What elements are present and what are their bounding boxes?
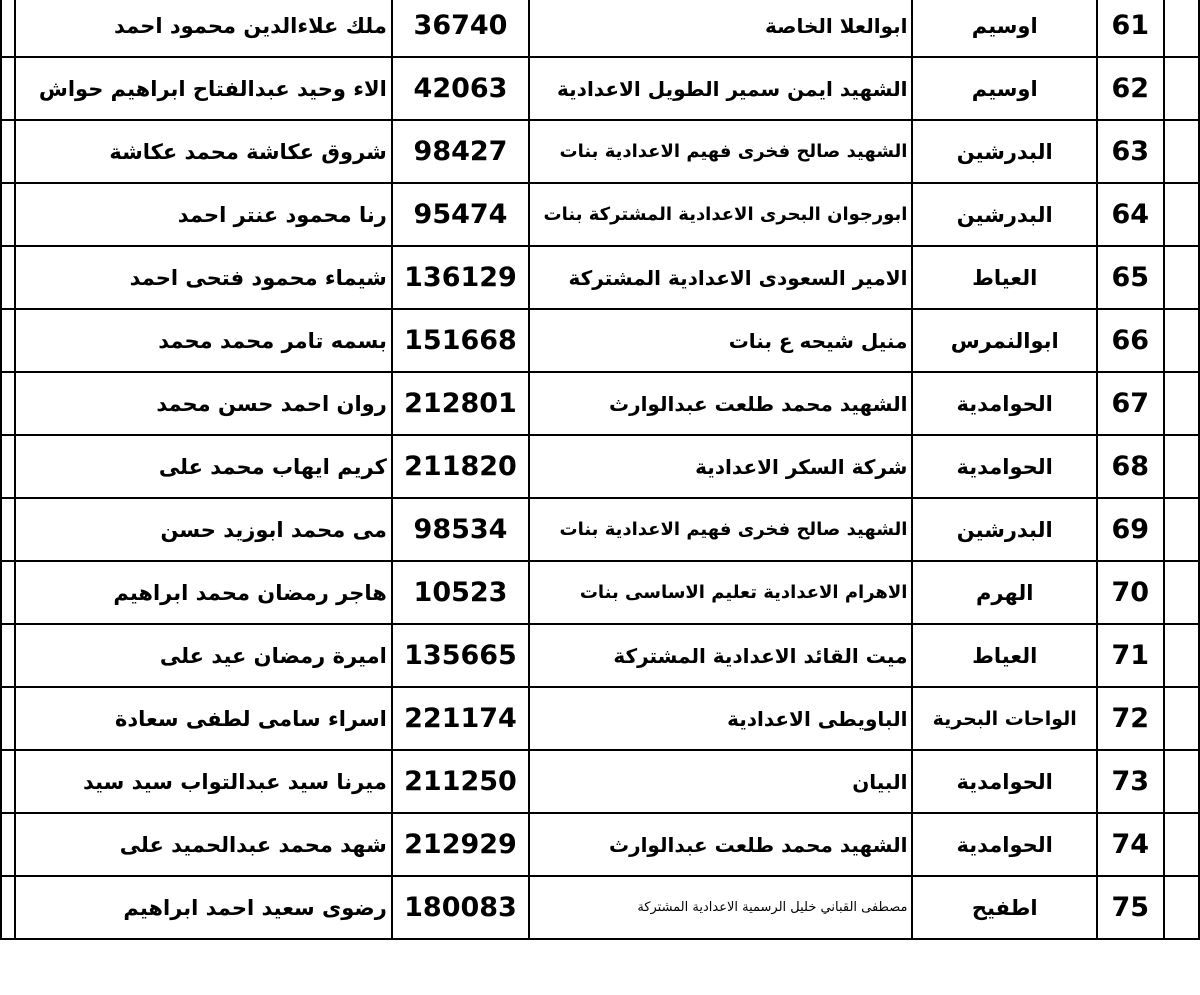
seat-number-cell[interactable]: 95474	[392, 183, 529, 246]
row-tail-cell[interactable]	[1164, 183, 1199, 246]
row-number-cell[interactable]: 72	[1097, 687, 1164, 750]
table-row	[1, 183, 1199, 246]
row-edge-cell[interactable]	[1, 624, 15, 687]
school-name-cell[interactable]: الاهرام الاعدادية تعليم الاساسى بنات	[529, 561, 912, 624]
row-edge-cell[interactable]	[1, 120, 15, 183]
region-cell[interactable]: البدرشين	[912, 183, 1097, 246]
row-number-cell[interactable]: 74	[1097, 813, 1164, 876]
seat-number-cell[interactable]: 221174	[392, 687, 529, 750]
school-name-cell[interactable]: منيل شيحه ع بنات	[529, 309, 912, 372]
student-name-cell[interactable]: هاجر رمضان محمد ابراهيم	[15, 561, 392, 624]
row-edge-cell[interactable]	[1, 183, 15, 246]
region-cell[interactable]: الهرم	[912, 561, 1097, 624]
seat-number-cell[interactable]: 10523	[392, 561, 529, 624]
region-cell[interactable]: الحوامدية	[912, 750, 1097, 813]
region-cell[interactable]: الواحات البحرية	[912, 687, 1097, 750]
table-row	[1, 750, 1199, 813]
student-name-cell[interactable]: رضوى سعيد احمد ابراهيم	[15, 876, 392, 939]
region-cell[interactable]: البدرشين	[912, 498, 1097, 561]
school-name-cell[interactable]: ابوالعلا الخاصة	[529, 0, 912, 57]
table-row	[1, 435, 1199, 498]
school-name-cell[interactable]: الشهيد صالح فخرى فهيم الاعدادية بنات	[529, 498, 912, 561]
table-row	[1, 246, 1199, 309]
seat-number-cell[interactable]: 212929	[392, 813, 529, 876]
row-tail-cell[interactable]	[1164, 624, 1199, 687]
row-number-cell[interactable]: 64	[1097, 183, 1164, 246]
row-tail-cell[interactable]	[1164, 309, 1199, 372]
row-number-cell[interactable]: 63	[1097, 120, 1164, 183]
table-row	[1, 561, 1199, 624]
school-name-cell[interactable]: الشهيد صالح فخرى فهيم الاعدادية بنات	[529, 120, 912, 183]
row-tail-cell[interactable]	[1164, 687, 1199, 750]
row-edge-cell[interactable]	[1, 687, 15, 750]
row-number-cell[interactable]: 67	[1097, 372, 1164, 435]
seat-number-cell[interactable]: 36740	[392, 0, 529, 57]
school-name-cell[interactable]: الشهيد محمد طلعت عبدالوارث	[529, 372, 912, 435]
row-tail-cell[interactable]	[1164, 0, 1199, 57]
row-number-cell[interactable]: 65	[1097, 246, 1164, 309]
seat-number-cell[interactable]: 211250	[392, 750, 529, 813]
table-row	[1, 0, 1199, 57]
row-tail-cell[interactable]	[1164, 750, 1199, 813]
school-name-cell[interactable]: الباويطى الاعدادية	[529, 687, 912, 750]
row-edge-cell[interactable]	[1, 246, 15, 309]
region-cell[interactable]: ابوالنمرس	[912, 309, 1097, 372]
seat-number-cell[interactable]: 180083	[392, 876, 529, 939]
region-cell[interactable]: اوسيم	[912, 57, 1097, 120]
region-cell[interactable]: البدرشين	[912, 120, 1097, 183]
student-name-cell[interactable]: رنا محمود عنتر احمد	[15, 183, 392, 246]
seat-number-cell[interactable]: 135665	[392, 624, 529, 687]
table-body	[1, 0, 1199, 939]
row-tail-cell[interactable]	[1164, 120, 1199, 183]
row-tail-cell[interactable]	[1164, 876, 1199, 939]
row-edge-cell[interactable]	[1, 750, 15, 813]
student-name-cell[interactable]: ميرنا سيد عبدالتواب سيد سيد	[15, 750, 392, 813]
row-edge-cell[interactable]	[1, 561, 15, 624]
school-name-cell[interactable]: ميت القائد الاعدادية المشتركة	[529, 624, 912, 687]
row-number-cell[interactable]: 61	[1097, 0, 1164, 57]
school-name-cell[interactable]: الشهيد ايمن سمير الطويل الاعدادية	[529, 57, 912, 120]
row-tail-cell[interactable]	[1164, 561, 1199, 624]
school-name-cell[interactable]: مصطفى القباني خليل الرسمية الاعدادية المشتركة	[529, 876, 912, 939]
region-cell[interactable]: العياط	[912, 624, 1097, 687]
seat-number-cell[interactable]: 42063	[392, 57, 529, 120]
student-name-cell[interactable]: اسراء سامى لطفى سعادة	[15, 687, 392, 750]
row-edge-cell[interactable]	[1, 309, 15, 372]
school-name-cell[interactable]: شركة السكر الاعدادية	[529, 435, 912, 498]
region-cell[interactable]: العياط	[912, 246, 1097, 309]
student-name-cell[interactable]: كريم ايهاب محمد على	[15, 435, 392, 498]
row-number-cell[interactable]: 62	[1097, 57, 1164, 120]
student-name-cell[interactable]: شيماء محمود فتحى احمد	[15, 246, 392, 309]
row-tail-cell[interactable]	[1164, 372, 1199, 435]
row-number-cell[interactable]: 73	[1097, 750, 1164, 813]
region-cell[interactable]: اطفيح	[912, 876, 1097, 939]
row-edge-cell[interactable]	[1, 813, 15, 876]
row-number-cell[interactable]: 68	[1097, 435, 1164, 498]
row-number-cell[interactable]: 75	[1097, 876, 1164, 939]
seat-number-cell[interactable]: 151668	[392, 309, 529, 372]
table-row	[1, 624, 1199, 687]
row-edge-cell[interactable]	[1, 0, 15, 57]
row-tail-cell[interactable]	[1164, 813, 1199, 876]
seat-number-cell[interactable]: 136129	[392, 246, 529, 309]
student-name-cell[interactable]: الاء وحيد عبدالفتاح ابراهيم حواش	[15, 57, 392, 120]
seat-number-cell[interactable]: 98427	[392, 120, 529, 183]
table-row	[1, 309, 1199, 372]
row-edge-cell[interactable]	[1, 435, 15, 498]
region-cell[interactable]: الحوامدية	[912, 813, 1097, 876]
region-cell[interactable]: الحوامدية	[912, 372, 1097, 435]
region-cell[interactable]: الحوامدية	[912, 435, 1097, 498]
school-name-cell[interactable]: الامير السعودى الاعدادية المشتركة	[529, 246, 912, 309]
seat-number-cell[interactable]: 212801	[392, 372, 529, 435]
student-name-cell[interactable]: بسمه تامر محمد محمد	[15, 309, 392, 372]
table-row	[1, 687, 1199, 750]
seat-number-cell[interactable]: 98534	[392, 498, 529, 561]
seat-number-cell[interactable]: 211820	[392, 435, 529, 498]
student-name-cell[interactable]: اميرة رمضان عيد على	[15, 624, 392, 687]
row-tail-cell[interactable]	[1164, 498, 1199, 561]
table-row	[1, 876, 1199, 939]
student-name-cell[interactable]: شهد محمد عبدالحميد على	[15, 813, 392, 876]
region-cell[interactable]: اوسيم	[912, 0, 1097, 57]
student-name-cell[interactable]: ملك علاءالدين محمود احمد	[15, 0, 392, 57]
row-tail-cell[interactable]	[1164, 246, 1199, 309]
table-row	[1, 120, 1199, 183]
row-edge-cell[interactable]	[1, 57, 15, 120]
row-tail-cell[interactable]	[1164, 435, 1199, 498]
school-name-cell[interactable]: ابورجوان البحرى الاعدادية المشتركة بنات	[529, 183, 912, 246]
table-row	[1, 813, 1199, 876]
row-edge-cell[interactable]	[1, 372, 15, 435]
row-number-cell[interactable]: 69	[1097, 498, 1164, 561]
table-row	[1, 498, 1199, 561]
row-edge-cell[interactable]	[1, 498, 15, 561]
row-number-cell[interactable]: 70	[1097, 561, 1164, 624]
table-row	[1, 372, 1199, 435]
student-name-cell[interactable]: شروق عكاشة محمد عكاشة	[15, 120, 392, 183]
row-tail-cell[interactable]	[1164, 57, 1199, 120]
row-edge-cell[interactable]	[1, 876, 15, 939]
student-name-cell[interactable]: روان احمد حسن محمد	[15, 372, 392, 435]
table-row	[1, 57, 1199, 120]
school-name-cell[interactable]: البيان	[529, 750, 912, 813]
student-name-cell[interactable]: مى محمد ابوزيد حسن	[15, 498, 392, 561]
row-number-cell[interactable]: 71	[1097, 624, 1164, 687]
school-name-cell[interactable]: الشهيد محمد طلعت عبدالوارث	[529, 813, 912, 876]
row-number-cell[interactable]: 66	[1097, 309, 1164, 372]
